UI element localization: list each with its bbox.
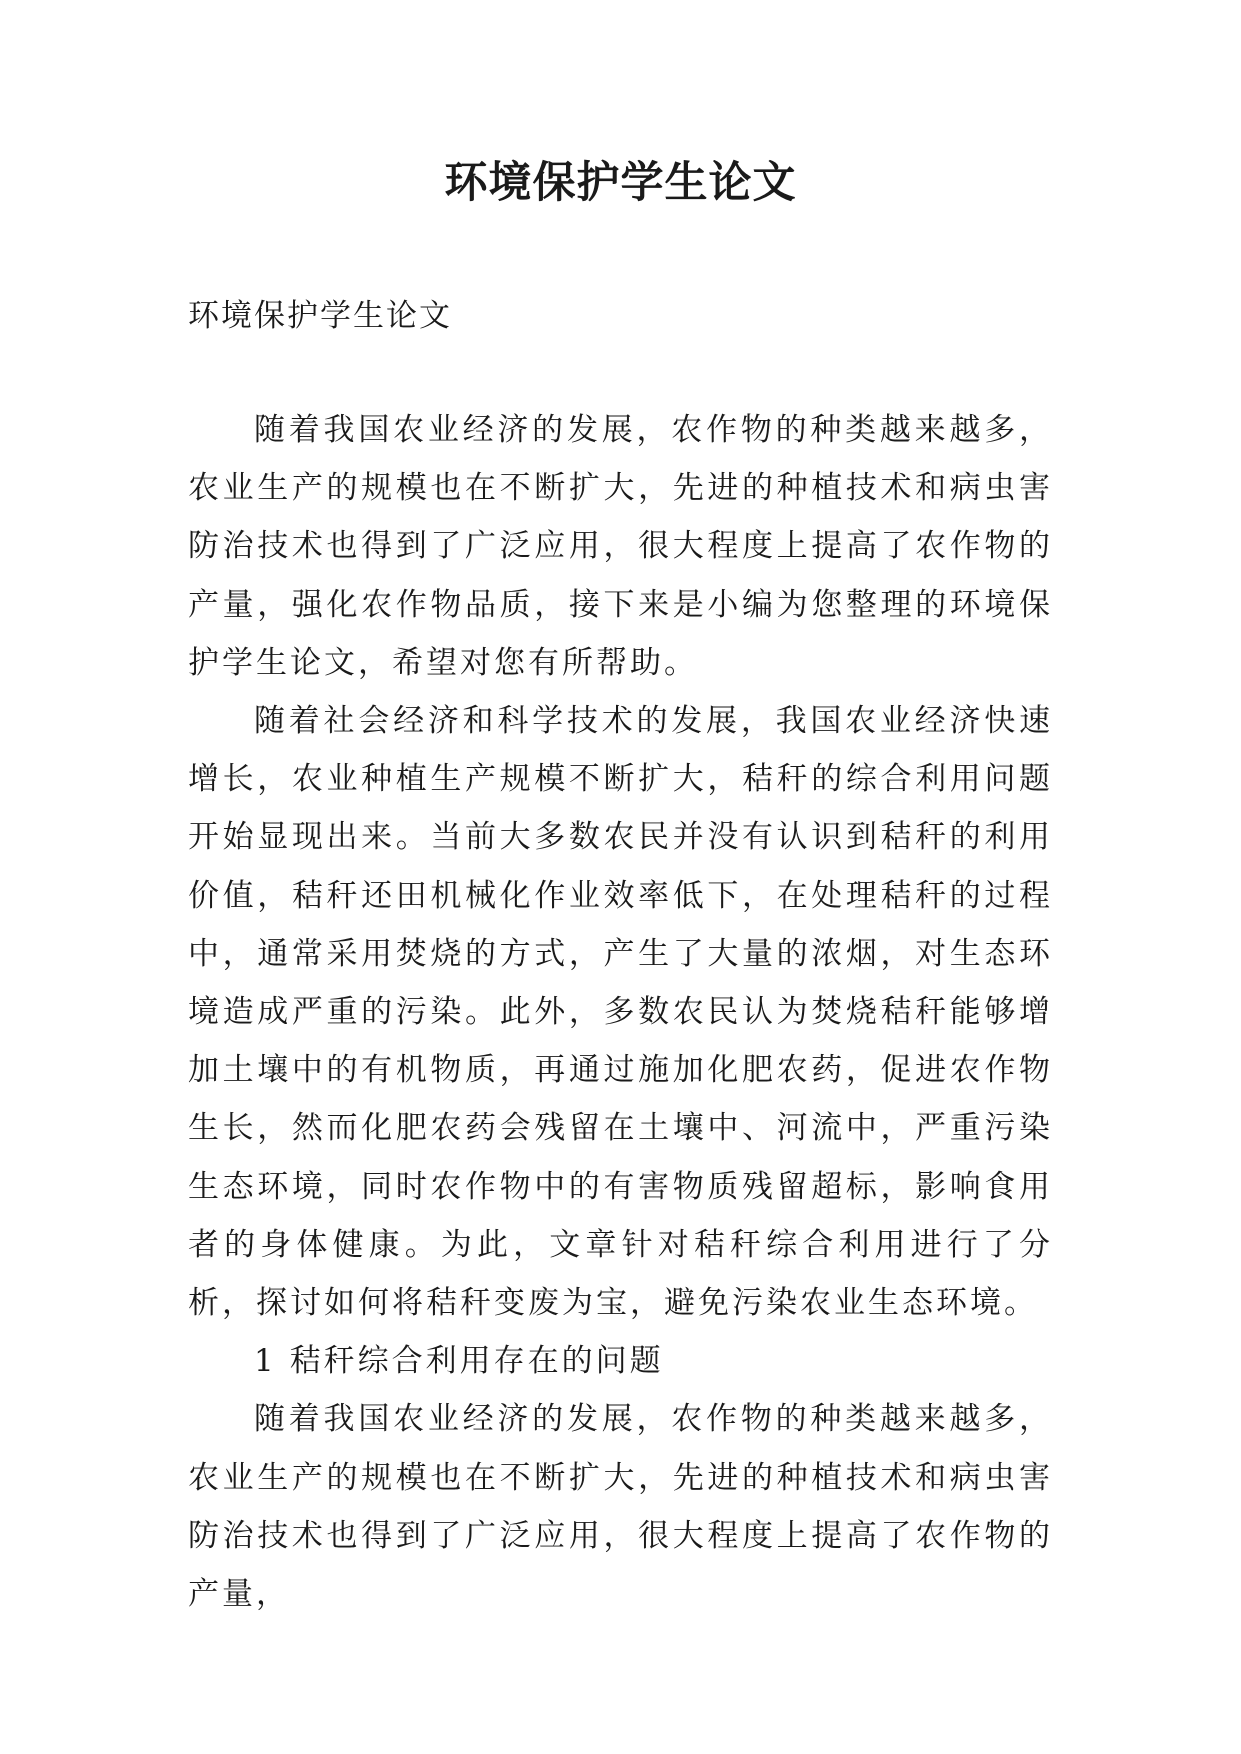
document-title: 环境保护学生论文 [444, 158, 797, 208]
document-body [188, 401, 1053, 1623]
paragraph-background: 随着社会经济和科学技术的发展，我国农业经济快速增长，农业种植生产规模不断扩大，秸秆的综合利用问题开始显现出来。当前大多数农民并没有认识到秸秆的利用价值，秸秆还田机械化作业效率低下，在处理秸秆的过程中，通常采用焚烧的方式，产生了大量的浓烟，对生态环境造成严重的污染。此外，多数农民认为焚烧秸秆能够增加土壤中的有机物质，再通过施加化肥农药，促进农作物生长，然而化肥农药会残留在土壤中、河流中，严重污染生态环境，同时农作物中的有害物质残留超标，影响食用者的身体健康。为此，文章针对秸秆综合利用进行了分析，探讨如何将秸秆变废为宝，避免污染农业生态环境。 [188, 703, 1053, 1322]
document-subtitle: 环境保护学生论文 [188, 298, 452, 334]
paragraph-intro: 随着我国农业经济的发展，农作物的种类越来越多，农业生产的规模也在不断扩大，先进的种植技术和病虫害防治技术也得到了广泛应用，很大程度上提高了农作物的产量，强化农作物品质，接下来是小编为您整理的环境保护学生论文，希望对您有所帮助。 [188, 412, 1053, 681]
paragraph-section-1: 随着我国农业经济的发展，农作物的种类越来越多，农业生产的规模也在不断扩大，先进的种植技术和病虫害防治技术也得到了广泛应用，很大程度上提高了农作物的产量， [188, 1401, 1053, 1613]
section-heading: 1 秸秆综合利用存在的问题 [254, 1343, 664, 1380]
